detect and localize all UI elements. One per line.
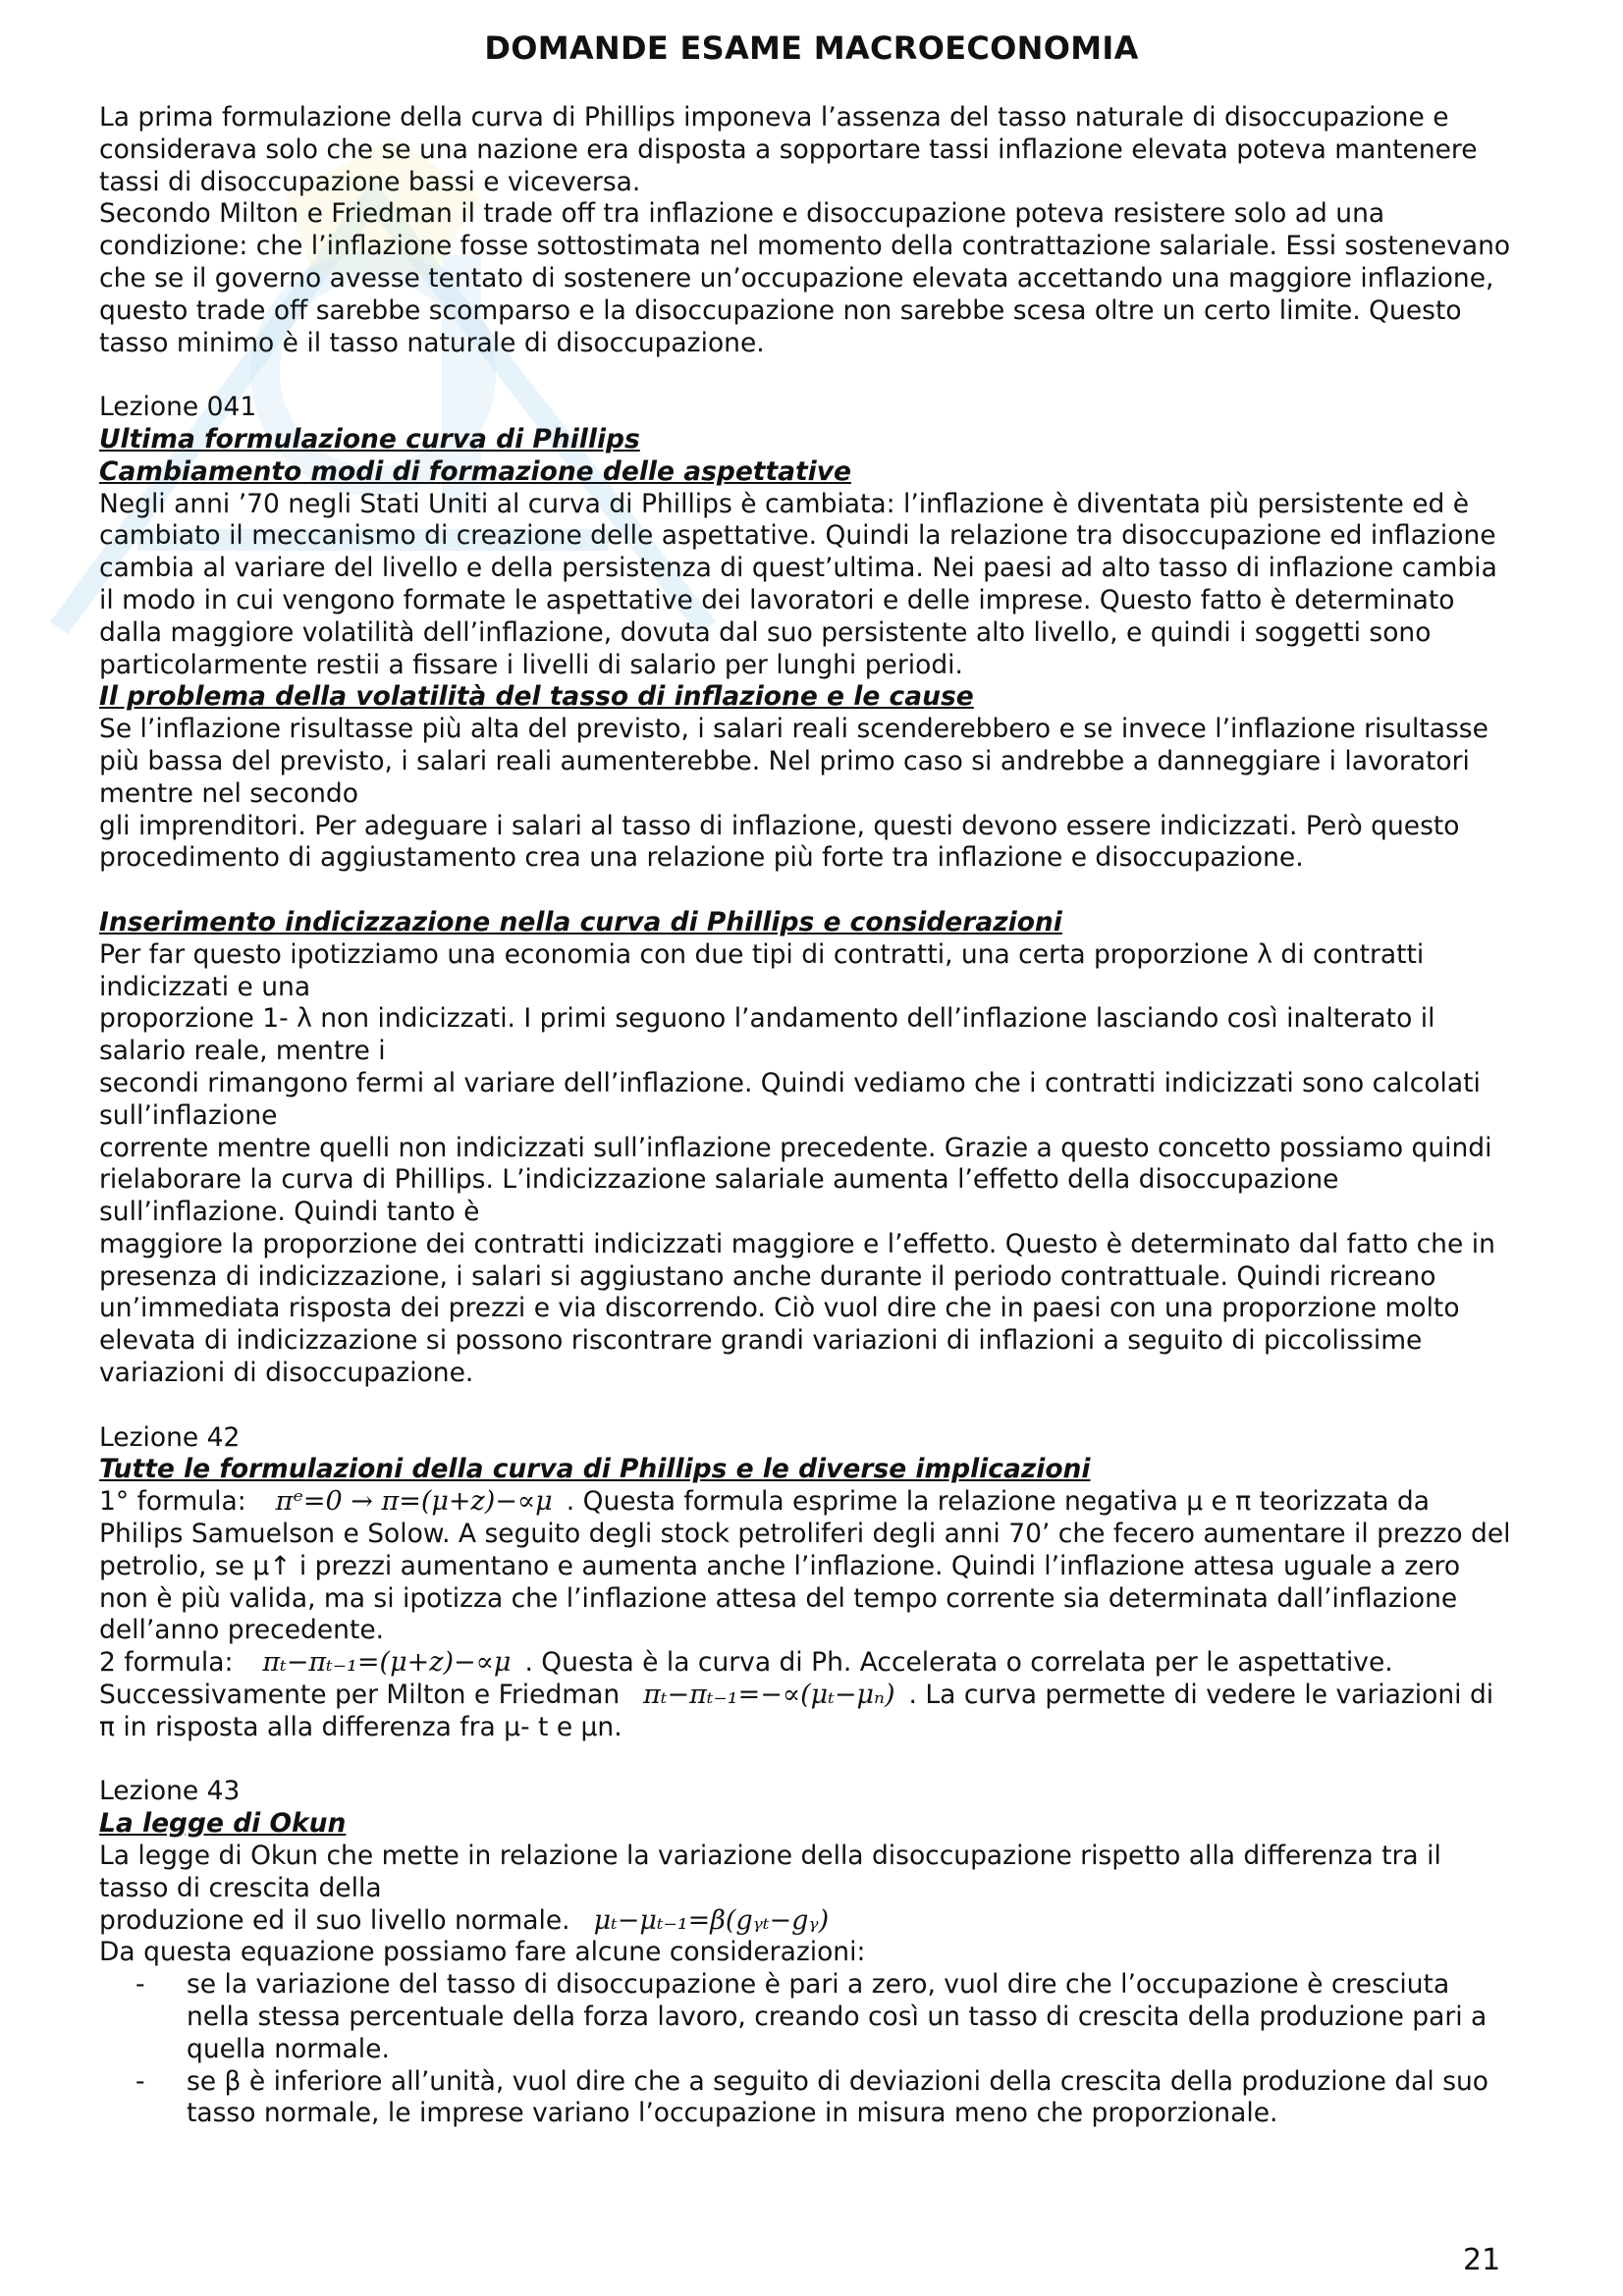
lesson-41-paragraph-3c: secondi rimangono fermi al variare dell’inflazione. Quindi vediamo che i contratti indicizzati sono calcolati sull’inflazione [99,1067,1481,1131]
lesson-43-heading: La legge di Okun [99,1808,347,1840]
okun-paragraph-1b-text: produzione ed il suo livello normale. [99,1904,570,1936]
lesson-41-heading-1: Ultima formulazione curva di Phillips [99,423,640,454]
formula-1-equation: πᵉ=0 → π=(μ+z)−∝μ [275,1486,553,1518]
formula-1-text: . Questa formula esprime la relazione negativa μ e π teorizzata da Philips Samuelson e Solow. A seguito degli stock petroliferi degli anni 70’ che fecero aumentare il prezzo del petrolio, se μ↑ i prezzi aumentano e aumenta anche l’inflazione. Quindi l’inflazione attesa uguale a zero non è più valida, ma si ipotizza che l’inflazione attesa del tempo corrente sia determinata dall’inflazione dell’anno precedente. [99,1486,1511,1646]
lesson-42-heading: Tutte le formulazioni della curva di Phillips e le diverse implicazioni [99,1454,1091,1485]
lesson-41-heading-3: Il problema della volatilità del tasso di inflazione e le cause [99,681,974,713]
document-title: DOMANDE ESAME MACROECONOMIA [484,29,1139,67]
lesson-41-paragraph-3e: maggiore la proporzione dei contratti indicizzati maggiore e l’effetto. Questo è determinato dal fatto che in presenza di indicizzazione, i salari si aggiustano anche durante il periodo contrattuale. Quindi ricreano un’immediata risposta dei prezzi e via discorrendo. Ciò vuol dire che in paesi con una proporzione molto elevata di indicizzazione si possono riscontrare grandi variazioni di inflazioni a seguito di piccolissime variazioni di disoccupazione. [99,1228,1495,1389]
document-body [99,102,1513,2130]
formula-3-label: Successivamente per Milton e Friedman [99,1680,621,1711]
okun-paragraph-1b [99,1905,1513,1938]
intro-paragraph-2: Secondo Milton e Friedman il trade off tra inflazione e disoccupazione poteva resistere solo ad una condizione: che l’inflazione fosse sottostimata nel momento della contrattazione salariale. Essi sostenevano che se il governo avesse tentato di sostenere un’occupazione elevata accettando una maggiore inflazione, questo trade off sarebbe scomparso e la disoccupazione non sarebbe scesa oltre un certo limite. Questo tasso minimo è il tasso naturale di disoccupazione. [99,198,1511,358]
okun-considerations-list [99,1969,1513,2130]
okun-paragraph-1a: La legge di Okun che mette in relazione la variazione della disoccupazione rispetto alla differenza tra il tasso di crescita della [99,1841,1441,1903]
formula-2-label: 2 formula: [99,1647,234,1679]
formula-2-paragraph [99,1647,1513,1680]
okun-paragraph-2: Da questa equazione possiamo fare alcune considerazioni: [99,1937,866,1968]
lesson-41-heading-2: Cambiamento modi di formazione delle aspettative [99,455,852,487]
formula-2-text: . Questa è la curva di Ph. Accelerata o correlata per le aspettative. [524,1647,1393,1679]
lesson-41-paragraph-1: Negli anni ’70 negli Stati Uniti al curva di Phillips è cambiata: l’inflazione è diventata più persistente ed è cambiato il meccanismo di creazione delle aspettative. Quindi la relazione tra disoccupazione ed inflazione cambia al variare del livello e della persistenza di quest’ultima. Nei paesi ad alto tasso di inflazione cambia il modo in cui vengono formate le aspettative dei lavoratori e delle imprese. Questo fatto è determinato dalla maggiore volatilità dell’inflazione, dovuta dal suo persistente alto livello, e quindi i soggetti sono particolarmente restii a fissare i livelli di salario per lunghi periodi. [99,488,1497,680]
okun-equation: μₜ−μₜ₋₁=β(gᵧₜ−gᵧ) [593,1904,830,1936]
formula-2-equation: πₜ−πₜ₋₁=(μ+z)−∝μ [262,1647,512,1679]
lesson-41-paragraph-3d: corrente mentre quelli non indicizzati sull’inflazione precedente. Grazie a questo concetto possiamo quindi rielaborare la curva di Phillips. L’indicizzazione salariale aumenta l’effetto della disoccupazione sull’inflazione. Quindi tanto è [99,1132,1492,1228]
lesson-41-paragraph-2b: gli imprenditori. Per adeguare i salari al tasso di inflazione, questi devono essere indicizzati. Però questo procedimento di aggiustamento crea una relazione più forte tra inflazione e disoccupazione. [99,810,1460,874]
intro-paragraph-1: La prima formulazione della curva di Phillips imponeva l’assenza del tasso naturale di disoccupazione e considerava solo che se una nazione era disposta a sopportare tassi inflazione elevata poteva mantenere tassi di disoccupazione bassi e viceversa. [99,102,1478,197]
lesson-41-label: Lezione 041 [99,392,257,423]
page-number: 21 [1463,2243,1501,2277]
lesson-41-paragraph-2a: Se l’inflazione risultasse più alta del previsto, i salari reali scenderebbero e se invece l’inflazione risultasse più bassa del previsto, i salari reali aumenterebbe. Nel primo caso si andrebbe a danneggiare i lavoratori mentre nel secondo [99,714,1488,809]
formula-1-paragraph [99,1486,1513,1647]
list-item: - se β è inferiore all’unità, vuol dire che a seguito di deviazioni della crescita della produzione dal suo tasso normale, le imprese variano l’occupazione in misura meno che proporzionale. [99,2066,1513,2131]
lesson-41-paragraph-3a: Per far questo ipotizziamo una economia con due tipi di contratti, una certa proporzione λ di contratti indicizzati e una [99,938,1425,1002]
lesson-43-label: Lezione 43 [99,1776,241,1807]
formula-3-text: . La curva permette di vedere le variazioni di π in risposta alla differenza fra μ- t e μn. [99,1680,1494,1742]
lesson-42-label: Lezione 42 [99,1421,241,1453]
list-item: - se la variazione del tasso di disoccupazione è pari a zero, vuol dire che l’occupazione è cresciuta nella stessa percentuale della forza lavoro, creando così un tasso di crescita della produzione pari a quella normale. [99,1969,1513,2065]
formula-3-equation: πₜ−πₜ₋₁=−∝(μₜ−μₙ) [643,1680,895,1711]
formula-1-label: 1° formula: [99,1486,246,1518]
lesson-41-heading-4: Inserimento indicizzazione nella curva di Phillips e considerazioni [99,906,1062,937]
lesson-41-paragraph-3b: proporzione 1- λ non indicizzati. I primi seguono l’andamento dell’inflazione lasciando così inalterato il salario reale, mentre i [99,1003,1435,1067]
formula-3-paragraph [99,1680,1513,1744]
